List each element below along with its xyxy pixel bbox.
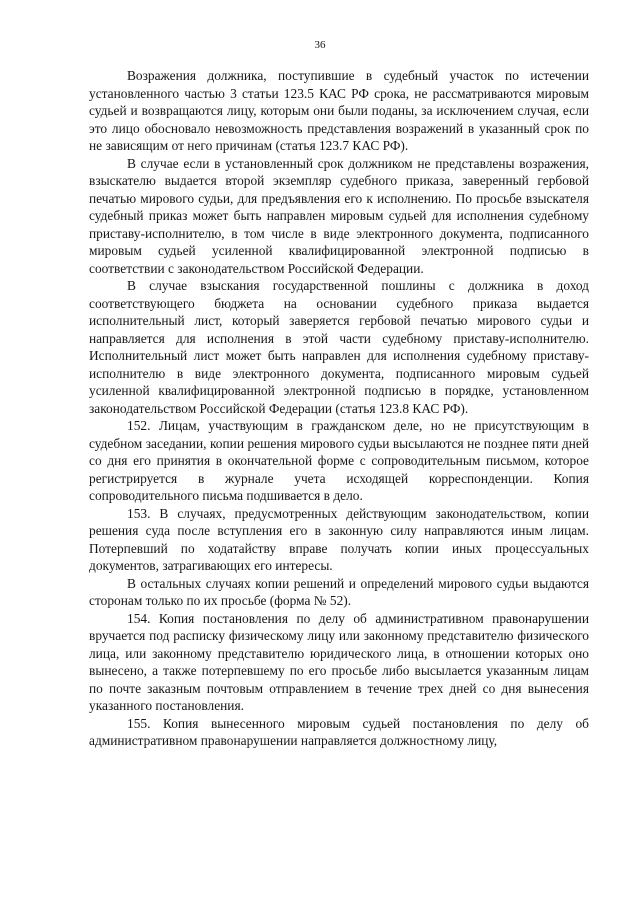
paragraph-155: 155. Копия вынесенного мировым судьей постановления по делу об административном правонарушении направляется должностному лицу,	[89, 715, 589, 748]
page-number: 36	[314, 39, 326, 51]
paragraph-other-cases-copies: В остальных случаях копии решений и определений мирового судьи выдаются сторонам только по их просьбе (форма № 52).	[89, 575, 589, 608]
paragraph-154: 154. Копия постановления по делу об административном правонарушении вручается под расписку физическому лицу или законному представителю физического лица, или законному представителю юридического лица, в отношении которых оно вынесено, а также потерпевшему по его просьбе либо высылается указанным лицам по почте заказным почтовым отправлением в течение трех дней со дня вынесения указанного постановления.	[89, 610, 589, 713]
paragraph-state-duty-writ: В случае взыскания государственной пошлины с должника в доход соответствующего бюджета на основании судебного приказа выдается исполнительный лист, который заверяется гербовой печатью мирового судьи и направляется для исполнения в этой части судебному приставу-исполнителю. Исполнительный лист может быть направлен для исполнения судебному приставу-исполнителю в виде электронного документа, подписанного мировым судьей усиленной квалифицированной электронной подписью в порядке, установленном законодательством Российской Федерации (статья 123.8 КАС РФ).	[89, 278, 589, 416]
document-body	[89, 67, 589, 750]
paragraph-152: 152. Лицам, участвующим в гражданском деле, но не присутствующим в судебном заседании, копии решения мирового судьи высылаются не позднее пяти дней со дня его принятия в окончательной форме с сопроводительным письмом, которое регистрируется в журнале учета исходящей корреспонденции. Копия сопроводительного письма подшивается в дело.	[89, 418, 589, 503]
paragraph-153: 153. В случаях, предусмотренных действующим законодательством, копии решения суда после вступления его в законную силу направляются иным лицам. Потерпевший по ходатайству вправе получать копии иных процессуальных документов, затрагивающих его интересы.	[89, 505, 589, 573]
paragraph-objections-return: Возражения должника, поступившие в судебный участок по истечении установленного частью 3 статьи 123.5 КАС РФ срока, не рассматриваются мировым судьей и возвращаются лицу, которым они были поданы, за исключением случая, если это лицо обосновало невозможность представления возражений в указанный срок по не зависящим от него причинам (статья 123.7 КАС РФ).	[89, 68, 589, 153]
paragraph-second-copy-of-order: В случае если в установленный срок должником не представлены возражения, взыскателю выдается второй экземпляр судебного приказа, заверенный гербовой печатью мирового судьи, для предъявления его к исполнению. По просьбе взыскателя судебный приказ может быть направлен мировым судьей для исполнения судебному приставу-исполнителю, в том числе в виде электронного документа, подписанного мировым судьей усиленной квалифицированной электронной подписью в соответствии с законодательством Российской Федерации.	[89, 155, 589, 276]
